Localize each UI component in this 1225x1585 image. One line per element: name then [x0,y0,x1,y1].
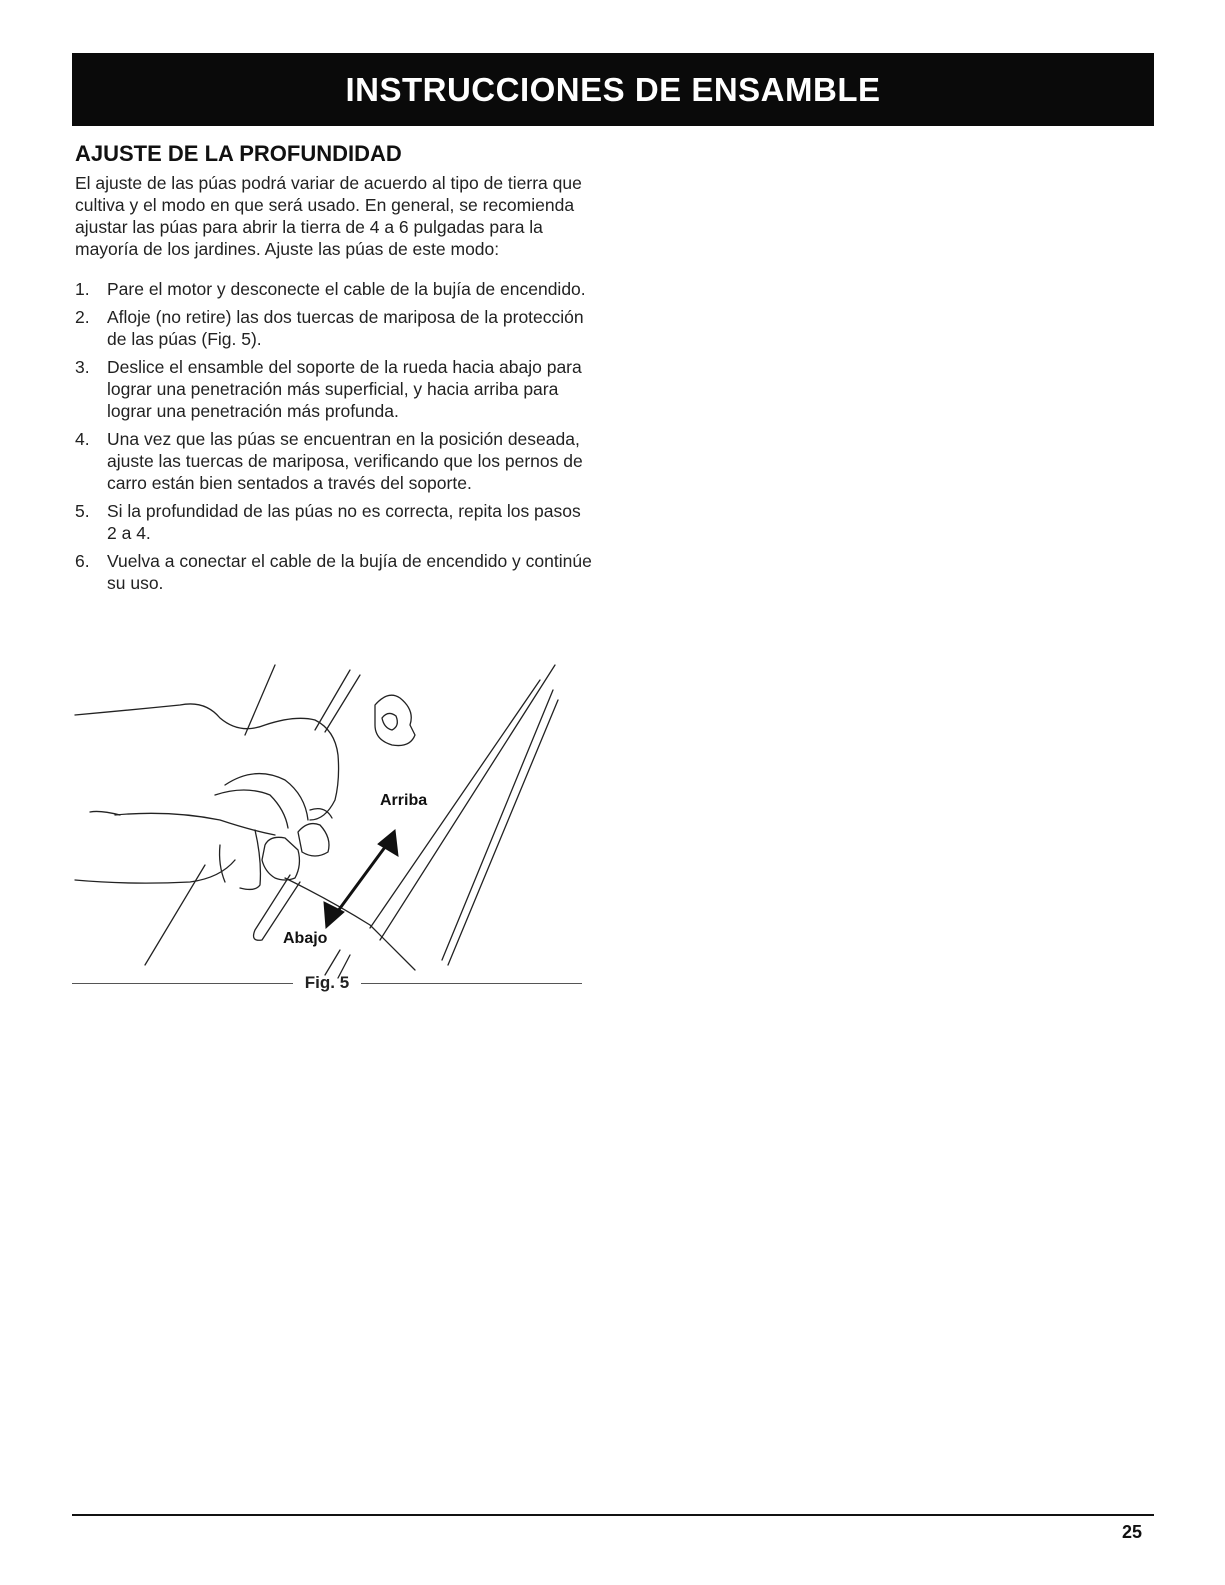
step-number: 1. [75,279,90,299]
step-text: Deslice el ensamble del soporte de la rueda hacia abajo para lograr una penetración más superficial, y hacia arriba para lograr una penetración más profunda. [107,357,582,421]
step-item [75,278,595,300]
bracket-line [245,665,275,735]
label-up: Arriba [380,792,428,809]
label-down: Abajo [283,930,328,947]
step-text: Pare el motor y desconecte el cable de la bujía de encendido. [107,279,586,299]
caption-rule-left [72,983,293,984]
hand-outline [75,860,235,883]
step-number: 2. [75,307,90,327]
step-item [75,428,595,494]
detached-wing-nut [382,713,397,730]
detached-wing-nut [375,695,415,745]
step-text: Vuelva a conectar el cable de la bujía de encendido y continúe su uso. [107,551,592,593]
hand-outline [145,865,205,965]
hand-outline [220,845,225,882]
step-text: Afloje (no retire) las dos tuercas de mariposa de la protección de las púas (Fig. 5). [107,307,584,349]
step-number: 6. [75,551,90,571]
step-number: 3. [75,357,90,377]
step-text: Si la profundidad de las púas no es correcta, repita los pasos 2 a 4. [107,501,581,543]
hand-outline [90,811,120,815]
step-item [75,356,595,422]
figure-caption: Fig. 5 [304,973,350,992]
footer-rule [72,1514,1154,1516]
figure-caption-row [72,972,582,994]
steps-list [75,278,595,600]
step-item [75,500,595,544]
header-title: INSTRUCCIONES DE ENSAMBLE [345,70,881,108]
shield-line [442,690,553,960]
fig5-illustration [70,660,585,1000]
header-banner [72,53,1154,126]
intro-paragraph: El ajuste de las púas podrá variar de acuerdo al tipo de tierra que cultiva y el modo en que será usado. En general, se recomienda ajustar las púas para abrir la tierra de 4 a 6 pulgadas para la mayoría de los jardines. Ajuste las púas de este modo: [75,173,582,259]
step-text: Una vez que las púas se encuentran en la posición deseada, ajuste las tuercas de mariposa, verificando que los pernos de carro están bien sentados a través del soporte. [107,429,583,493]
step-number: 5. [75,501,90,521]
section-heading: AJUSTE DE LA PROFUNDIDAD [75,141,402,166]
step-item [75,306,595,350]
hand-outline [225,774,308,820]
hand-outline [75,704,339,820]
wing-nut [298,824,329,856]
page-number: 25 [1121,1522,1142,1542]
shield-line [448,700,558,965]
caption-rule-right [361,983,582,984]
step-item [75,550,595,594]
thumb-outline [262,837,299,880]
step-number: 4. [75,429,90,449]
up-down-arrow [324,830,398,928]
hand-outline [240,830,260,889]
hand-outline [115,813,275,835]
